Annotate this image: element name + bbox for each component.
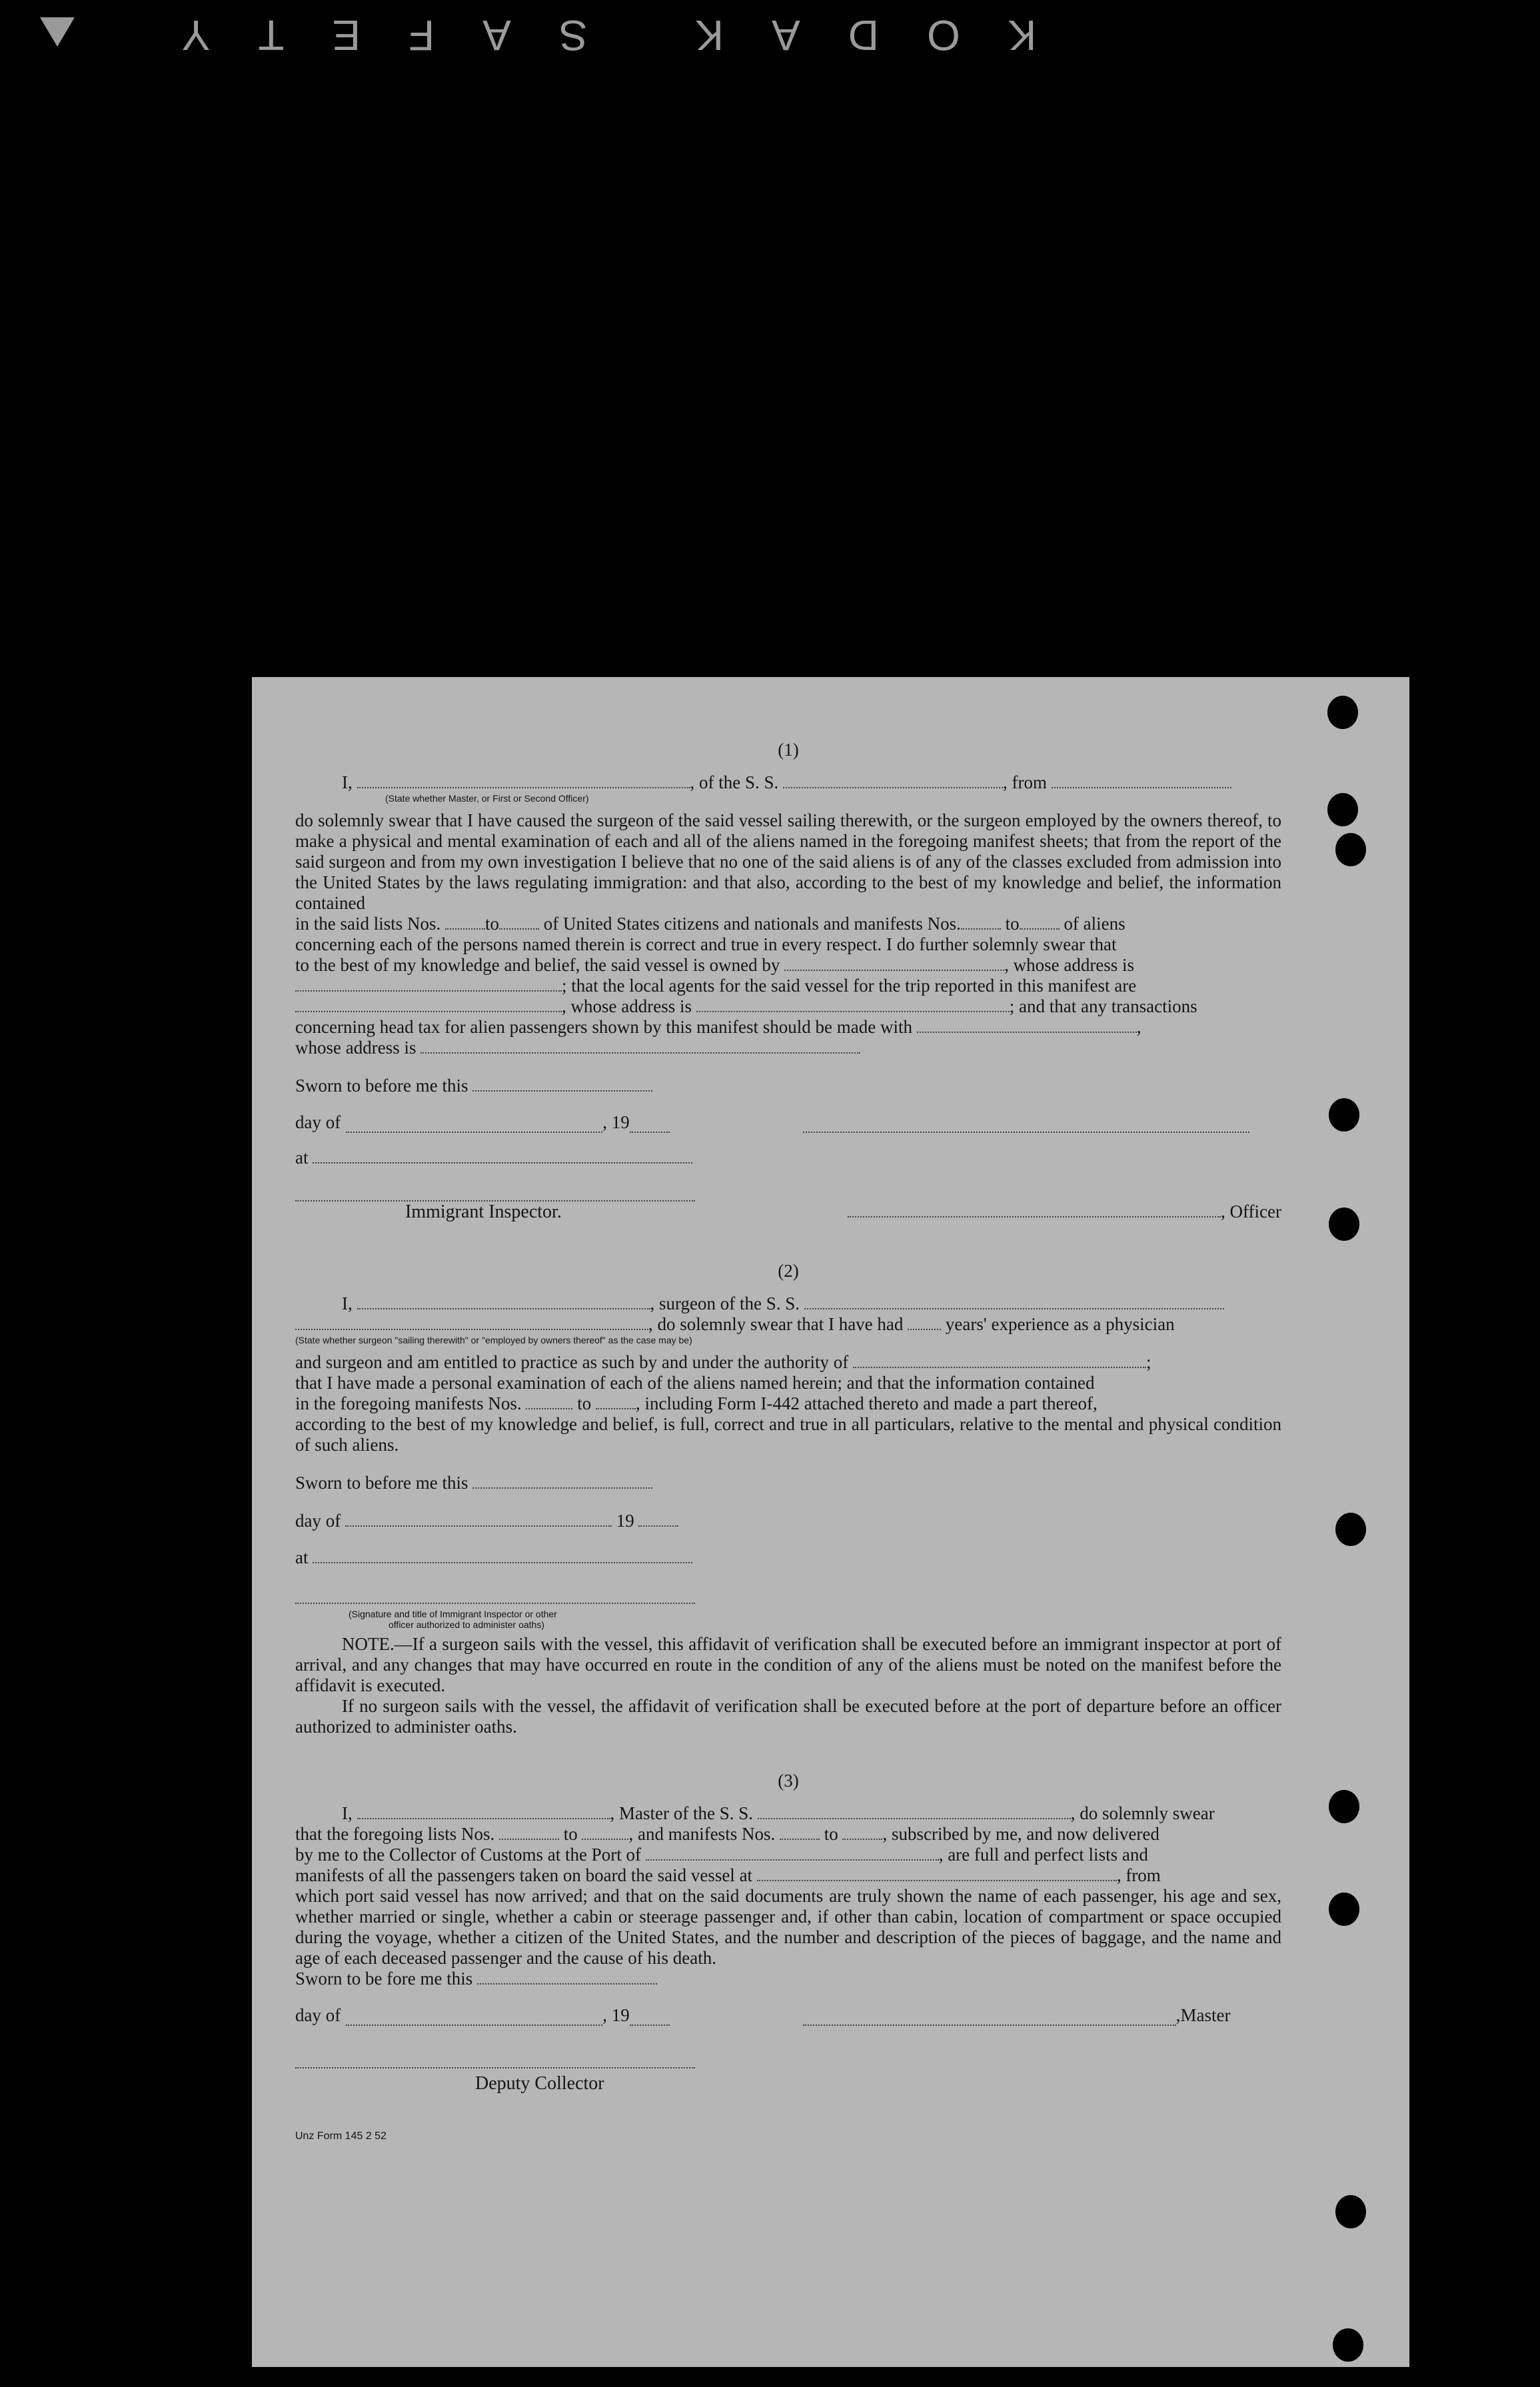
officer-label: , Officer xyxy=(1221,1201,1281,1221)
head-tax-contact-field[interactable] xyxy=(917,1017,1137,1033)
signature-caption-2: officer authorized to administer oaths) xyxy=(388,1619,544,1630)
section-2-line-1 xyxy=(295,1293,1281,1314)
year-field[interactable] xyxy=(630,1117,670,1133)
label-at: at xyxy=(295,1148,309,1168)
place-field[interactable] xyxy=(313,1148,692,1164)
manifest-from-field[interactable] xyxy=(526,1393,572,1409)
manifest-from-field[interactable] xyxy=(780,1824,820,1840)
label-day-of: day of xyxy=(295,1511,341,1531)
label-lists-nos: that the foregoing lists Nos. xyxy=(295,1824,495,1844)
manifest-from-field[interactable] xyxy=(961,914,1001,930)
label-to: to xyxy=(577,1393,592,1413)
label-full-lists: , are full and perfect lists and xyxy=(938,1845,1148,1865)
label-of-aliens: of aliens xyxy=(1064,914,1126,934)
day-of-field[interactable] xyxy=(346,1117,602,1133)
label-swear: , do solemnly swear that I have had xyxy=(648,1314,904,1334)
label-sworn: Sworn to before me this xyxy=(295,1473,468,1493)
inspector-signature-field[interactable] xyxy=(295,1186,695,1201)
section-3-collector-line xyxy=(295,1845,1281,1865)
section-2-sworn-line xyxy=(295,1473,1281,1493)
section-2-authority-line xyxy=(295,1352,1281,1373)
sworn-day-field[interactable] xyxy=(472,1076,652,1092)
day-of-field[interactable] xyxy=(346,2010,602,2026)
surgeon-status-field[interactable] xyxy=(295,1314,648,1330)
master-label: ,Master xyxy=(1175,2005,1231,2025)
section-1-sworn-line xyxy=(295,1076,1281,1096)
section-2-signature-line xyxy=(295,1588,1281,1609)
label-to: to xyxy=(485,914,500,934)
port-field[interactable] xyxy=(646,1845,939,1861)
label-including-form: , including Form I-442 attached thereto and made a part thereof, xyxy=(635,1393,1098,1413)
day-of-field[interactable] xyxy=(345,1511,612,1527)
sworn-day-field[interactable] xyxy=(472,1473,652,1489)
punch-hole xyxy=(1333,2328,1363,2362)
punch-hole xyxy=(1335,2195,1366,2228)
punch-hole xyxy=(1335,1513,1366,1546)
officer-signature-field[interactable] xyxy=(803,1117,1249,1133)
place-field[interactable] xyxy=(313,1547,692,1563)
label-whose-address: , whose address is xyxy=(562,996,692,1016)
label-lists-nos: in the said lists Nos. xyxy=(295,914,441,934)
label-whose-address: , whose address is xyxy=(1004,955,1135,975)
boarding-port-field[interactable] xyxy=(757,1865,1117,1881)
label-year: 19 xyxy=(616,1511,634,1531)
label-at: at xyxy=(295,1547,309,1567)
label-citizens: of United States citizens and nationals and manifests Nos. xyxy=(543,914,961,934)
label-day-of: day of xyxy=(295,2005,341,2025)
label-years-experience: years' experience as a physician xyxy=(945,1314,1175,1334)
section-3-lists-line xyxy=(295,1824,1281,1845)
label-day-of: day of xyxy=(295,1112,341,1132)
manifest-to-field[interactable] xyxy=(596,1393,636,1409)
list-from-field[interactable] xyxy=(445,914,485,930)
contact-address-field[interactable] xyxy=(420,1038,860,1054)
label-authority: and surgeon and am entitled to practice as such by and under the authority of xyxy=(295,1352,849,1372)
master-vessel-field[interactable] xyxy=(758,1803,1071,1819)
officer-name-field[interactable] xyxy=(357,772,690,788)
section-3-deputy-signature-line xyxy=(295,2052,1281,2073)
section-1-agents-line xyxy=(295,976,1281,996)
punch-hole xyxy=(1329,1098,1359,1132)
section-1-lists-line xyxy=(295,914,1281,934)
label-sworn: Sworn to before me this xyxy=(295,1076,468,1096)
form-code: Unz Form 145 2 52 xyxy=(295,2130,386,2142)
label-board: manifests of all the passengers taken on board the said vessel at xyxy=(295,1865,753,1885)
label-year: , 19 xyxy=(602,2005,630,2025)
sworn-day-field[interactable] xyxy=(477,1969,657,1985)
manifest-to-field[interactable] xyxy=(842,1824,882,1840)
section-1-at-line xyxy=(295,1148,1281,1168)
label-from: , from xyxy=(1003,772,1047,792)
label-from: , from xyxy=(1116,1865,1161,1885)
list-to-field[interactable] xyxy=(582,1824,628,1840)
note-paragraph-2: If no surgeon sails with the vessel, the affidavit of verification shall be executed before at the port of departure before an officer authorized to administer oaths. xyxy=(295,1696,1281,1737)
label-swear: , do solemnly swear xyxy=(1070,1803,1215,1823)
section-1-signature-labels xyxy=(295,1201,1281,1222)
label-owned-by: to the best of my knowledge and belief, the said vessel is owned by xyxy=(295,955,780,975)
section-3-paragraph: which port said vessel has now arrived; and that on the said documents are truly shown the name of each passenger, his age and sex, whether married or single, whether a cabin or steerage passenger and, if other than cabin, location of compartment or space occupied during the voyage, whether a citizen of the United States, and the number and description of the pieces of baggage, and the name and age of each deceased passenger and the cause of his death. xyxy=(295,1886,1281,1968)
deputy-collector-label: Deputy Collector xyxy=(475,2073,604,2094)
label-year: , 19 xyxy=(602,1112,630,1132)
label-to: to xyxy=(1005,914,1020,934)
label-collector: by me to the Collector of Customs at the Port of xyxy=(295,1845,641,1865)
label-sworn: Sworn to be fore me this xyxy=(295,1969,473,1989)
label-master-of-ss: , Master of the S. S. xyxy=(610,1803,753,1823)
section-1-owner-line xyxy=(295,955,1281,976)
authority-field[interactable] xyxy=(853,1352,1146,1368)
punch-hole xyxy=(1329,1790,1359,1823)
section-1-contact-address-line xyxy=(295,1038,1281,1058)
label-manifests-nos: in the foregoing manifests Nos. xyxy=(295,1393,522,1413)
section-1-agents-address-line xyxy=(295,996,1281,1017)
section-1-paragraph-b: concerning each of the persons named therein is correct and true in every respect. I do further solemnly swear that xyxy=(295,934,1117,954)
label-i: I, xyxy=(342,1293,353,1313)
deputy-signature-field[interactable] xyxy=(295,2052,695,2068)
surgeon-caption: (State whether surgeon "sailing therewith" or "employed by owners thereof" as the case may be) xyxy=(295,1335,692,1345)
list-to-field[interactable] xyxy=(499,914,539,930)
section-3-board-line xyxy=(295,1865,1281,1886)
vessel-name-field[interactable] xyxy=(783,772,1003,788)
section-1-paragraph-a: do solemnly swear that I have caused the surgeon of the said vessel sailing therewith, or the surgeon employed by the owners thereof, to make a physical and mental examination of each and all of the aliens named in the foregoing manifest sheets; that from the report of the said surgeon and from my own investigation I believe that no one of the said aliens is of any of the classes excluded from admission into the United States by the laws regulating immigration: and that also, according to the best of my knowledge and belief, the information contained xyxy=(295,810,1281,913)
label-surgeon: , surgeon of the S. S. xyxy=(650,1293,800,1313)
agents-field[interactable] xyxy=(295,996,562,1012)
label-i: I, xyxy=(342,772,353,792)
section-1-line-1 xyxy=(295,772,1281,793)
section-2-number: (2) xyxy=(778,1261,799,1281)
officer-caption: (State whether Master, or First or Second Officer) xyxy=(385,793,589,804)
section-3-day-row xyxy=(295,2005,1281,2026)
label-transactions: ; and that any transactions xyxy=(1009,996,1197,1016)
section-1-day-row xyxy=(295,1112,1281,1133)
owner-address-field[interactable] xyxy=(295,976,562,992)
officer-label-group xyxy=(848,1201,1281,1222)
punch-hole xyxy=(1327,696,1358,729)
label-manifests-nos: , and manifests Nos. xyxy=(628,1824,776,1844)
inspector-signature-field[interactable] xyxy=(295,1588,695,1604)
section-3-line-1 xyxy=(295,1803,1281,1824)
punch-hole xyxy=(1335,833,1366,866)
master-name-field[interactable] xyxy=(357,1803,610,1819)
film-edge-marking xyxy=(40,7,1239,60)
section-1-signature-row xyxy=(295,1186,1281,1201)
film-edge-text: KODAK SAFETY xyxy=(134,11,1037,59)
year-field[interactable] xyxy=(638,1511,678,1527)
year-field[interactable] xyxy=(630,2010,670,2026)
immigrant-inspector-label: Immigrant Inspector. xyxy=(405,1201,562,1222)
label-head-tax: concerning head tax for alien passengers shown by this manifest should be made with xyxy=(295,1017,913,1037)
label-to: to xyxy=(824,1824,838,1844)
note-paragraph-1: NOTE.—If a surgeon sails with the vessel, this affidavit of verification shall be executed before an immigrant inspector at port of arrival, and any changes that may have occurred en route in the condition of any of the aliens must be noted on the manifest before the affidavit is executed. xyxy=(295,1634,1281,1695)
label-local-agents: ; that the local agents for the said vessel for the trip reported in this manifest are xyxy=(562,976,1137,996)
surgeon-vessel-field[interactable] xyxy=(804,1293,1224,1309)
film-arrow-icon xyxy=(40,17,75,47)
label-of-ss: , of the S. S. xyxy=(690,772,779,792)
label-i: I, xyxy=(342,1803,353,1823)
section-2-paragraph-end: according to the best of my knowledge and belief, is full, correct and true in all particulars, relative to the mental and physical condition of such aliens. xyxy=(295,1414,1281,1455)
owner-field[interactable] xyxy=(784,955,1004,971)
officer-title-field[interactable] xyxy=(848,1201,1221,1217)
section-1-number: (1) xyxy=(778,740,799,760)
port-from-field[interactable] xyxy=(1052,772,1231,788)
signature-caption-1: (Signature and title of Immigrant Inspector or other xyxy=(349,1609,557,1619)
section-3-sworn-line xyxy=(295,1969,1281,1989)
label-to: to xyxy=(563,1824,578,1844)
master-signature-field[interactable] xyxy=(803,2010,1176,2026)
section-2-at-line xyxy=(295,1547,1281,1568)
agents-address-field[interactable] xyxy=(696,996,1010,1012)
label-semicolon: ; xyxy=(1146,1352,1152,1372)
section-1-head-tax-line: concerning head tax for alien passengers shown by this manifest should be made with , xyxy=(295,1017,1142,1037)
punch-hole xyxy=(1329,1207,1359,1241)
surgeon-name-field[interactable] xyxy=(357,1293,650,1309)
list-from-field[interactable] xyxy=(499,1824,559,1840)
punch-hole xyxy=(1329,1893,1359,1926)
section-2-exam-line: that I have made a personal examination of each of the aliens named herein; and that the information contained xyxy=(295,1373,1095,1393)
section-2-manifests-line xyxy=(295,1393,1281,1414)
section-3-number: (3) xyxy=(778,1771,799,1791)
label-subscribed: , subscribed by me, and now delivered xyxy=(882,1824,1159,1844)
form-content xyxy=(295,740,1281,2146)
label-whose-address: whose address is xyxy=(295,1038,416,1058)
years-field[interactable] xyxy=(908,1314,941,1330)
punch-hole xyxy=(1327,793,1358,826)
section-2-day-line xyxy=(295,1511,1281,1531)
section-2-line-2 xyxy=(295,1314,1281,1335)
manifest-to-field[interactable] xyxy=(1020,914,1060,930)
